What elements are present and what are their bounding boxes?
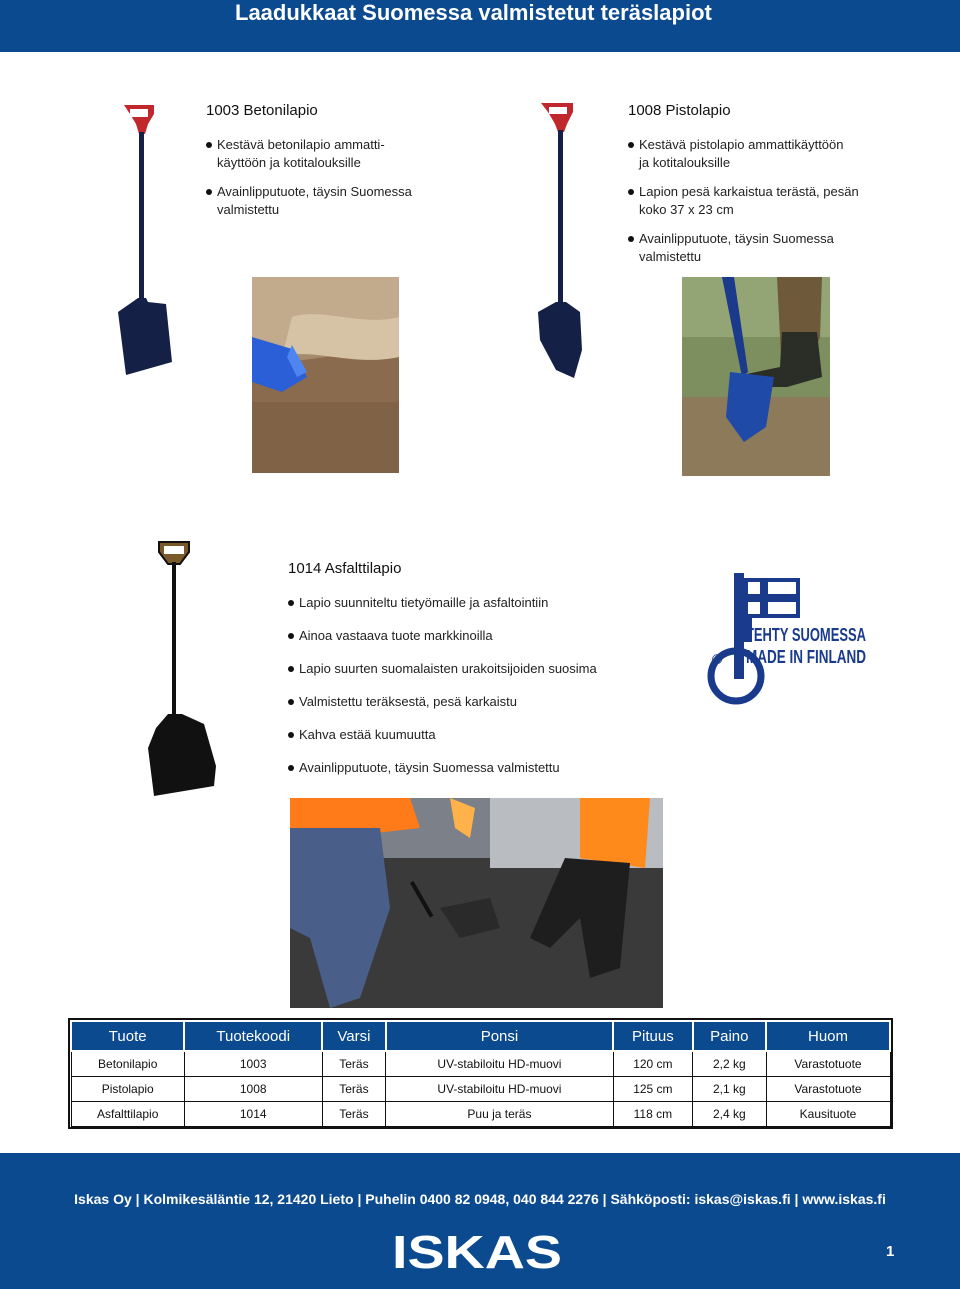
table-cell: Kausituote <box>766 1101 890 1126</box>
table-header-row <box>71 1021 890 1051</box>
header-bar <box>0 0 960 52</box>
iskas-logo-text: ISKAS <box>392 1226 562 1278</box>
iskas-logo <box>390 1226 566 1278</box>
table-cell: Pistolapio <box>71 1076 184 1101</box>
table-cell: Teräs <box>322 1051 386 1076</box>
list-item: Kahva estää kuumuutta <box>288 726 668 744</box>
table-cell: Varastotuote <box>766 1051 890 1076</box>
list-item: Valmistettu teräksestä, pesä karkaistu <box>288 693 668 711</box>
product-spec-table <box>70 1020 891 1127</box>
pistolapio-shovel-image <box>536 100 586 380</box>
list-item: Lapio suurten suomalaisten urakoitsijoiden suosima <box>288 660 668 678</box>
page-number: 1 <box>886 1243 895 1260</box>
table-cell: Asfalttilapio <box>71 1101 184 1126</box>
asfalttilapio-shovel-image <box>146 538 220 800</box>
table-cell: 2,1 kg <box>693 1076 766 1101</box>
table-header-cell: Tuotekoodi <box>184 1021 322 1051</box>
betonilapio-photo <box>252 277 399 473</box>
table-header-cell: Ponsi <box>386 1021 613 1051</box>
list-item: Ainoa vastaava tuote markkinoilla <box>288 627 668 645</box>
table-header-cell: Varsi <box>322 1021 386 1051</box>
list-item: Avainlipputuote, täysin Suomessa valmistettu <box>206 183 446 219</box>
betonilapio-shovel-image <box>112 100 178 380</box>
list-item: Avainlipputuote, täysin Suomessa valmistettu <box>288 759 668 777</box>
table-header-cell: Paino <box>693 1021 766 1051</box>
product-1014-title: 1014 Asfalttilapio <box>288 560 402 577</box>
table-cell: 2,2 kg <box>693 1051 766 1076</box>
list-item: Avainlipputuote, täysin Suomessa valmistettu <box>628 230 888 266</box>
table-cell: 1008 <box>184 1076 322 1101</box>
table-cell: Teräs <box>322 1076 386 1101</box>
table-header-cell: Pituus <box>613 1021 692 1051</box>
list-item: Lapio suunniteltu tietyömaille ja asfaltointiin <box>288 594 668 612</box>
table-cell: 1014 <box>184 1101 322 1126</box>
badge-line1: TEHTY SUOMESSA <box>746 625 866 645</box>
table-row <box>71 1051 890 1076</box>
registered-mark: ® <box>712 651 723 667</box>
table-cell: 125 cm <box>613 1076 692 1101</box>
table-cell: Puu ja teräs <box>386 1101 613 1126</box>
table-cell: Betonilapio <box>71 1051 184 1076</box>
table-header-cell: Huom <box>766 1021 890 1051</box>
page-title: Laadukkaat Suomessa valmistetut teräslapiot <box>235 0 712 25</box>
table-cell: UV-stabiloitu HD-muovi <box>386 1051 613 1076</box>
product-1008-title: 1008 Pistolapio <box>628 102 731 119</box>
table-cell: 118 cm <box>613 1101 692 1126</box>
footer-contact: Iskas Oy | Kolmikesäläntie 12, 21420 Lieto | Puhelin 0400 82 0948, 040 844 2276 | Sähköposti: iskas@iskas.fi | www.iskas.fi <box>74 1191 886 1207</box>
product-1003-bullets <box>206 136 446 230</box>
footer-bar <box>0 1153 960 1289</box>
product-1003-title: 1003 Betonilapio <box>206 102 318 119</box>
table-cell: 1003 <box>184 1051 322 1076</box>
table-row <box>71 1101 890 1126</box>
list-item: Kestävä pistolapio ammattikäyttöön ja kotitalouksille <box>628 136 888 172</box>
product-1008-bullets <box>628 136 888 277</box>
table-header-cell: Tuote <box>71 1021 184 1051</box>
list-item: Lapion pesä karkaistua terästä, pesän koko 37 x 23 cm <box>628 183 888 219</box>
table-cell: 120 cm <box>613 1051 692 1076</box>
pistolapio-photo <box>682 277 830 476</box>
table-cell: Varastotuote <box>766 1076 890 1101</box>
list-item: Kestävä betonilapio ammatti- käyttöön ja kotitalouksille <box>206 136 446 172</box>
table-cell: 2,4 kg <box>693 1101 766 1126</box>
badge-line2: MADE IN FINLAND <box>746 647 866 667</box>
table-row <box>71 1076 890 1101</box>
asfalttilapio-photo <box>290 798 663 1008</box>
made-in-finland-badge <box>704 570 874 706</box>
table-cell: Teräs <box>322 1101 386 1126</box>
product-1014-bullets <box>288 594 668 792</box>
table-cell: UV-stabiloitu HD-muovi <box>386 1076 613 1101</box>
